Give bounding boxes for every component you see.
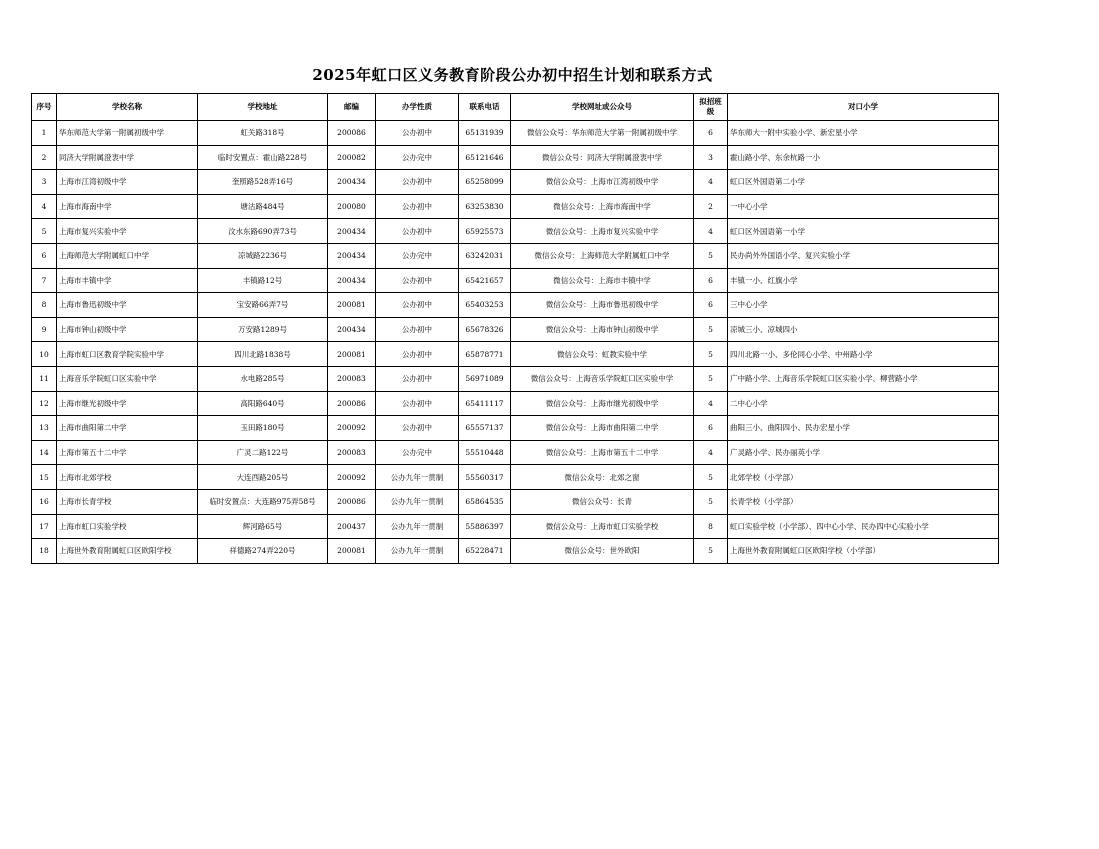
cell-address: 玉田路180号: [198, 416, 328, 441]
cell-website: 微信公众号：上海市虹口实验学校: [511, 514, 694, 539]
cell-phone: 65258099: [459, 170, 511, 195]
page-title: 2025年虹口区义务教育阶段公办初中招生计划和联系方式: [312, 66, 713, 84]
cell-website: 微信公众号：北郊之窗: [511, 465, 694, 490]
cell-school-type: 公办初中: [376, 391, 459, 416]
cell-school-name: 上海市钟山初级中学: [57, 317, 198, 342]
header-school-name: 学校名称: [57, 94, 198, 121]
cell-index: 4: [32, 194, 57, 219]
cell-classes: 6: [694, 293, 728, 318]
cell-address: 辉河路65号: [198, 514, 328, 539]
cell-website: 微信公众号：上海市钟山初级中学: [511, 317, 694, 342]
cell-classes: 5: [694, 489, 728, 514]
cell-phone: 65403253: [459, 293, 511, 318]
cell-phone: 65228471: [459, 539, 511, 564]
cell-primary-schools: 虹口实验学校（小学部）、四中心小学、民办四中心实验小学: [728, 514, 999, 539]
cell-address: 广灵二路122号: [198, 440, 328, 465]
cell-classes: 5: [694, 465, 728, 490]
table-row: [32, 243, 999, 268]
cell-postcode: 200437: [328, 514, 376, 539]
cell-index: 14: [32, 440, 57, 465]
cell-primary-schools: 民办尚外外国语小学、复兴实验小学: [728, 243, 999, 268]
cell-classes: 2: [694, 194, 728, 219]
cell-school-name: 华东师范大学第一附属初级中学: [57, 121, 198, 146]
table-row: [32, 145, 999, 170]
table-row: [32, 539, 999, 564]
cell-phone: 55886397: [459, 514, 511, 539]
cell-website: 微信公众号：上海音乐学院虹口区实验中学: [511, 366, 694, 391]
cell-postcode: 200080: [328, 194, 376, 219]
cell-phone: 65878771: [459, 342, 511, 367]
cell-primary-schools: 凉城三小、凉城四小: [728, 317, 999, 342]
cell-website: 微信公众号：世外欧阳: [511, 539, 694, 564]
cell-index: 12: [32, 391, 57, 416]
table-row: [32, 366, 999, 391]
cell-classes: 5: [694, 243, 728, 268]
table-row: [32, 440, 999, 465]
cell-classes: 4: [694, 170, 728, 195]
cell-postcode: 200434: [328, 317, 376, 342]
cell-school-name: 上海市鲁迅初级中学: [57, 293, 198, 318]
cell-classes: 6: [694, 416, 728, 441]
cell-school-type: 公办完中: [376, 145, 459, 170]
cell-classes: 5: [694, 539, 728, 564]
cell-phone: 55510448: [459, 440, 511, 465]
cell-index: 3: [32, 170, 57, 195]
cell-primary-schools: 长青学校（小学部）: [728, 489, 999, 514]
cell-classes: 4: [694, 391, 728, 416]
table-row: [32, 219, 999, 244]
cell-postcode: 200082: [328, 145, 376, 170]
cell-school-name: 上海市江湾初级中学: [57, 170, 198, 195]
cell-address: 凉城路2236号: [198, 243, 328, 268]
header-postcode: 邮编: [328, 94, 376, 121]
cell-website: 微信公众号：上海市曲阳第二中学: [511, 416, 694, 441]
cell-index: 16: [32, 489, 57, 514]
header-index: 序号: [32, 94, 57, 121]
table-row: [32, 465, 999, 490]
cell-school-name: 上海市北郊学校: [57, 465, 198, 490]
cell-classes: 8: [694, 514, 728, 539]
cell-classes: 6: [694, 121, 728, 146]
cell-phone: 63242031: [459, 243, 511, 268]
cell-phone: 65421657: [459, 268, 511, 293]
cell-address: 丰镇路12号: [198, 268, 328, 293]
cell-school-name: 上海市虹口实验学校: [57, 514, 198, 539]
table-header-row: [32, 94, 999, 121]
cell-postcode: 200086: [328, 489, 376, 514]
cell-classes: 5: [694, 342, 728, 367]
cell-postcode: 200083: [328, 366, 376, 391]
cell-index: 7: [32, 268, 57, 293]
cell-phone: 65411117: [459, 391, 511, 416]
cell-phone: 55560317: [459, 465, 511, 490]
cell-school-type: 公办九年一贯制: [376, 465, 459, 490]
cell-school-type: 公办九年一贯制: [376, 489, 459, 514]
cell-website: 微信公众号：上海市复兴实验中学: [511, 219, 694, 244]
cell-postcode: 200092: [328, 416, 376, 441]
cell-primary-schools: 虹口区外国语第一小学: [728, 219, 999, 244]
table-row: [32, 342, 999, 367]
cell-index: 1: [32, 121, 57, 146]
cell-phone: 65557137: [459, 416, 511, 441]
cell-primary-schools: 一中心小学: [728, 194, 999, 219]
cell-school-name: 上海世外教育附属虹口区欧阳学校: [57, 539, 198, 564]
cell-postcode: 200092: [328, 465, 376, 490]
cell-primary-schools: 三中心小学: [728, 293, 999, 318]
cell-address: 奎照路528弄16号: [198, 170, 328, 195]
cell-index: 5: [32, 219, 57, 244]
cell-phone: 56971089: [459, 366, 511, 391]
table-row: [32, 514, 999, 539]
cell-postcode: 200083: [328, 440, 376, 465]
cell-postcode: 200086: [328, 391, 376, 416]
cell-postcode: 200434: [328, 243, 376, 268]
cell-school-type: 公办九年一贯制: [376, 514, 459, 539]
cell-primary-schools: 丰镇一小、红旗小学: [728, 268, 999, 293]
cell-phone: 65925573: [459, 219, 511, 244]
cell-index: 18: [32, 539, 57, 564]
cell-school-name: 上海市丰镇中学: [57, 268, 198, 293]
cell-primary-schools: 广灵路小学、民办丽英小学: [728, 440, 999, 465]
header-website: 学校网址或公众号: [511, 94, 694, 121]
cell-school-type: 公办初中: [376, 416, 459, 441]
cell-address: 临时安置点：大连路975弄58号: [198, 489, 328, 514]
cell-classes: 5: [694, 366, 728, 391]
cell-postcode: 200086: [328, 121, 376, 146]
cell-index: 8: [32, 293, 57, 318]
cell-website: 微信公众号：上海市鲁迅初级中学: [511, 293, 694, 318]
cell-address: 水电路285号: [198, 366, 328, 391]
cell-school-type: 公办初中: [376, 366, 459, 391]
cell-school-name: 上海市继光初级中学: [57, 391, 198, 416]
cell-website: 微信公众号：上海市江湾初级中学: [511, 170, 694, 195]
cell-classes: 6: [694, 268, 728, 293]
header-school-type: 办学性质: [376, 94, 459, 121]
cell-phone: 65864535: [459, 489, 511, 514]
cell-website: 微信公众号：同济大学附属澄衷中学: [511, 145, 694, 170]
cell-address: 高阳路640号: [198, 391, 328, 416]
cell-index: 15: [32, 465, 57, 490]
cell-index: 2: [32, 145, 57, 170]
cell-school-type: 公办初中: [376, 170, 459, 195]
header-primary-schools: 对口小学: [728, 94, 999, 121]
cell-school-name: 上海市虹口区教育学院实验中学: [57, 342, 198, 367]
cell-primary-schools: 华东师大一附中实验小学、新宏星小学: [728, 121, 999, 146]
cell-school-type: 公办九年一贯制: [376, 539, 459, 564]
cell-school-name: 上海师范大学附属虹口中学: [57, 243, 198, 268]
cell-school-type: 公办初中: [376, 121, 459, 146]
cell-address: 祥德路274弄220号: [198, 539, 328, 564]
cell-postcode: 200081: [328, 293, 376, 318]
table-body: [32, 121, 999, 564]
cell-classes: 5: [694, 317, 728, 342]
table-row: [32, 293, 999, 318]
cell-school-name: 上海市曲阳第二中学: [57, 416, 198, 441]
cell-website: 微信公众号：长青: [511, 489, 694, 514]
cell-website: 微信公众号：虹教实验中学: [511, 342, 694, 367]
header-classes: 拟招班级: [694, 94, 728, 121]
cell-primary-schools: 北郊学校（小学部）: [728, 465, 999, 490]
cell-postcode: 200434: [328, 170, 376, 195]
cell-classes: 4: [694, 440, 728, 465]
cell-primary-schools: 二中心小学: [728, 391, 999, 416]
cell-school-name: 上海市海南中学: [57, 194, 198, 219]
cell-address: 万安路1289号: [198, 317, 328, 342]
cell-postcode: 200081: [328, 539, 376, 564]
cell-address: 宝安路66弄7号: [198, 293, 328, 318]
cell-phone: 65678326: [459, 317, 511, 342]
cell-index: 11: [32, 366, 57, 391]
cell-school-type: 公办完中: [376, 440, 459, 465]
cell-index: 13: [32, 416, 57, 441]
cell-website: 微信公众号：上海师范大学附属虹口中学: [511, 243, 694, 268]
cell-school-type: 公办完中: [376, 243, 459, 268]
cell-index: 17: [32, 514, 57, 539]
table-row: [32, 416, 999, 441]
cell-primary-schools: 霍山路小学、东余杭路一小: [728, 145, 999, 170]
cell-primary-schools: 上海世外教育附属虹口区欧阳学校（小学部）: [728, 539, 999, 564]
cell-address: 四川北路1838号: [198, 342, 328, 367]
cell-classes: 4: [694, 219, 728, 244]
cell-school-type: 公办初中: [376, 219, 459, 244]
cell-primary-schools: 虹口区外国语第二小学: [728, 170, 999, 195]
cell-address: 大连西路205号: [198, 465, 328, 490]
header-address: 学校地址: [198, 94, 328, 121]
header-phone: 联系电话: [459, 94, 511, 121]
table-row: [32, 391, 999, 416]
cell-school-type: 公办初中: [376, 342, 459, 367]
cell-school-name: 上海音乐学院虹口区实验中学: [57, 366, 198, 391]
table-row: [32, 121, 999, 146]
cell-school-name: 同济大学附属澄衷中学: [57, 145, 198, 170]
cell-phone: 63253830: [459, 194, 511, 219]
cell-school-name: 上海市复兴实验中学: [57, 219, 198, 244]
cell-index: 9: [32, 317, 57, 342]
table-row: [32, 489, 999, 514]
enrollment-table: [31, 93, 999, 564]
cell-school-type: 公办初中: [376, 317, 459, 342]
cell-address: 汶水东路690弄73号: [198, 219, 328, 244]
cell-school-type: 公办初中: [376, 194, 459, 219]
cell-school-type: 公办初中: [376, 293, 459, 318]
table-row: [32, 170, 999, 195]
cell-website: 微信公众号：上海市丰镇中学: [511, 268, 694, 293]
cell-primary-schools: 曲阳三小、曲阳四小、民办宏星小学: [728, 416, 999, 441]
cell-school-type: 公办初中: [376, 268, 459, 293]
cell-postcode: 200434: [328, 268, 376, 293]
cell-school-name: 上海市长青学校: [57, 489, 198, 514]
cell-website: 微信公众号：华东师范大学第一附属初级中学: [511, 121, 694, 146]
cell-address: 虹关路318号: [198, 121, 328, 146]
cell-classes: 3: [694, 145, 728, 170]
cell-website: 微信公众号：上海市继光初级中学: [511, 391, 694, 416]
table-row: [32, 194, 999, 219]
cell-website: 微信公众号：上海市海南中学: [511, 194, 694, 219]
cell-address: 临时安置点：霍山路228号: [198, 145, 328, 170]
cell-primary-schools: 广中路小学、上海音乐学院虹口区实验小学、柳营路小学: [728, 366, 999, 391]
cell-phone: 65131939: [459, 121, 511, 146]
cell-address: 塘沽路484号: [198, 194, 328, 219]
table-row: [32, 268, 999, 293]
cell-phone: 65121646: [459, 145, 511, 170]
cell-postcode: 200434: [328, 219, 376, 244]
table-row: [32, 317, 999, 342]
cell-school-name: 上海市第五十二中学: [57, 440, 198, 465]
cell-website: 微信公众号：上海市第五十二中学: [511, 440, 694, 465]
cell-primary-schools: 四川北路一小、多伦同心小学、中州路小学: [728, 342, 999, 367]
cell-index: 6: [32, 243, 57, 268]
cell-postcode: 200081: [328, 342, 376, 367]
cell-index: 10: [32, 342, 57, 367]
